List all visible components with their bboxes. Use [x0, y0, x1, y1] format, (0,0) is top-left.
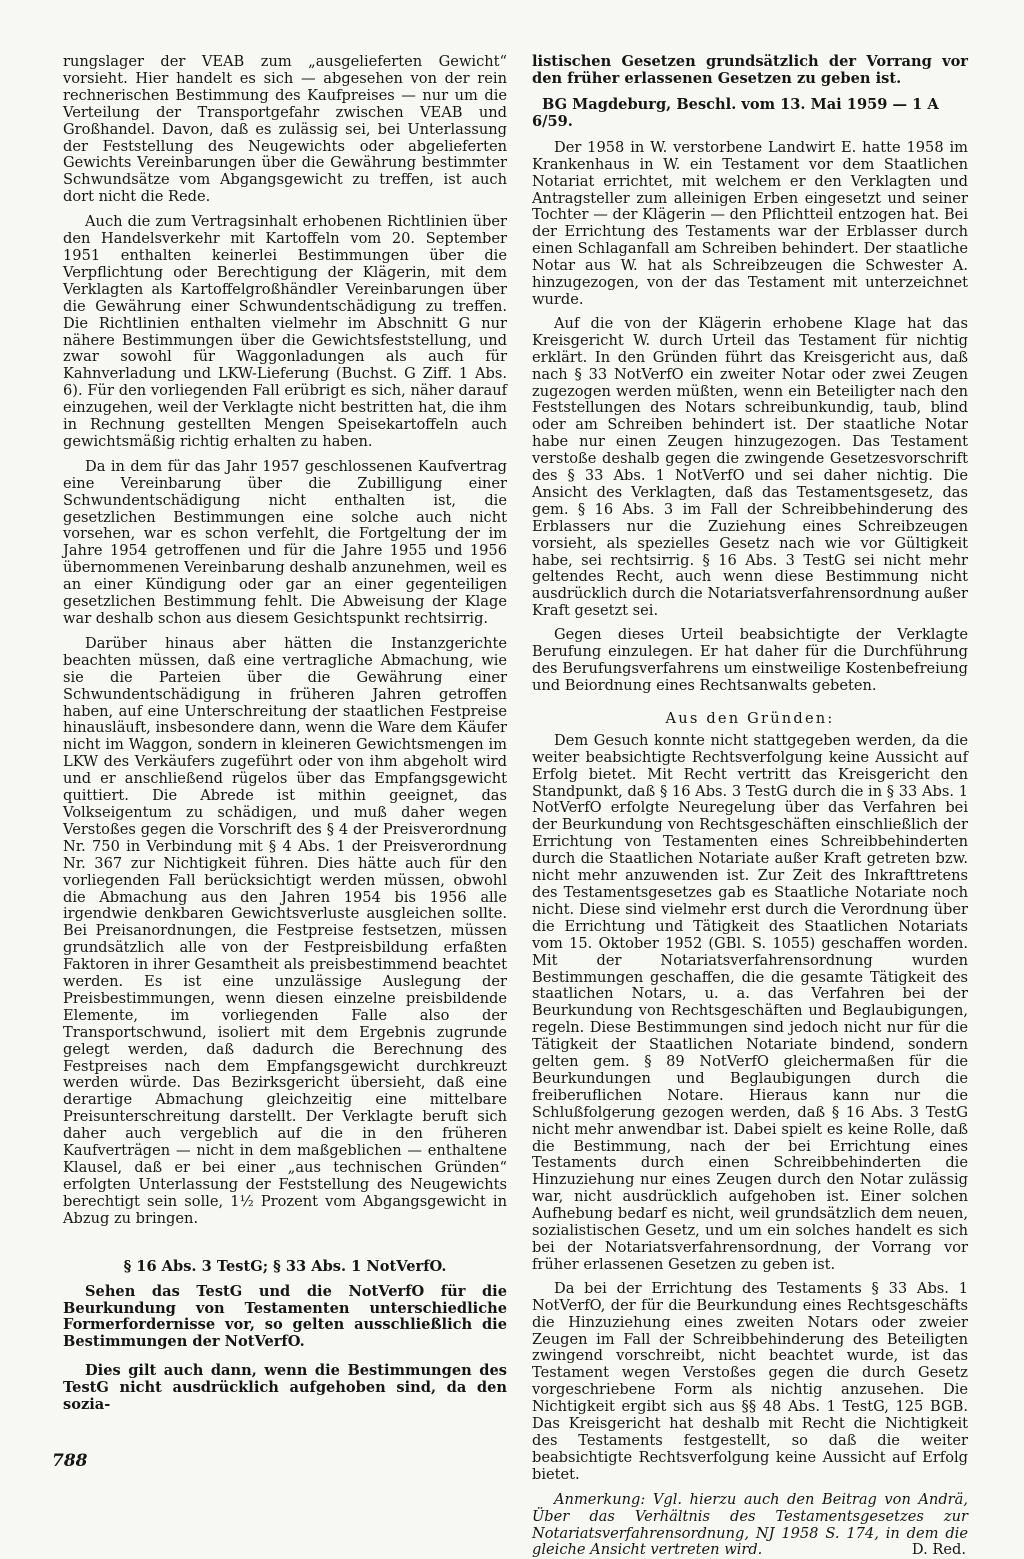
reasons-paragraph: Da bei der Errichtung des Testaments § 33 Abs. 1 NotVerfO, der für die Beurkundung eines Rechtsgeschäfts die Hinzuziehung eines zweiten Notars oder zweier Zeugen im Fall der Schreibbehinderung des Beteiligten zwingend vorschreibt, nicht beachtet wurde, ist das Testament wegen Verstoßes gegen die durch Gesetz vorgeschriebene Form als nichtig anzusehen. Die Nichtigkeit ergibt sich aus §§ 48 Abs. 1 TestG, 125 BGB. Das Kreisgericht hat deshalb mit Recht die Nichtigkeit des Testaments festgestellt, so daß die weiter beabsichtigte Rechtsverfolgung keine Aussicht auf Erfolg bietet. — [532, 1279, 968, 1483]
statute-reference-heading: § 16 Abs. 3 TestG; § 33 Abs. 1 NotVerfO. — [123, 1257, 447, 1275]
headnote-paragraph: Sehen das TestG und die NotVerfO für die Beurkundung von Testamenten unterschiedliche Formerfordernisse vor, so gelten ausschließlich die Bestimmungen der NotVerfO. — [63, 1282, 507, 1351]
editorial-note-text: Anmerkung: Vgl. hierzu auch den Beitrag von Andrä, Über das Verhältnis des Testamentsgesetzes zur Notariatsverfahrensordnung, NJ 1958 S. 174, in dem die gleiche Ansicht vertreten wird. — [532, 1490, 968, 1559]
editorial-note — [532, 1492, 968, 1559]
facts-paragraph: Auf die von der Klägerin erhobene Klage hat das Kreisgericht W. durch Urteil das Testament für nichtig erklärt. In den Gründen führt das Kreisgericht aus, daß nach § 33 NotVerfO ein zweiter Notar oder zwei Zeugen zugezogen werden müßten, wenn ein Beteiligter nach den Feststellungen des Notars schreibunkundig, taub, blind oder am Schreiben behindert ist. Der staatliche Notar habe nur einen Zeugen hinzugezogen. Das Testament verstoße deshalb gegen die zwingende Gesetzesvorschrift des § 33 Abs. 1 NotVerfO und sei daher nichtig. Die Ansicht des Verklagten, daß das Testamentsgesetz, das gem. § 16 Abs. 3 im Fall der Schreibbehinderung des Erblassers nur die Zuziehung eines Schreibzeugen vorsieht, als spezielles Gesetz nach wie vor Gültigkeit habe, sei rechtsirrig. § 16 Abs. 3 TestG sei nicht mehr geltendes Recht, auch wenn diese Bestimmung nicht ausdrücklich durch die Notariatsverfahrensordnung außer Kraft gesetzt sei. — [532, 314, 968, 620]
paragraph: Da in dem für das Jahr 1957 geschlossenen Kaufvertrag eine Vereinbarung über die Zubilligung einer Schwundentschädigung nicht enthalten ist, die gesetzlichen Bestimmungen eine solche auch nicht vorsehen, war es schon verfehlt, die Fortgeltung der im Jahre 1954 getroffenen und für die Jahre 1955 und 1956 übernommenen Vereinbarung deshalb anzunehmen, weil es an einer Kündigung oder gar an einer gegenteiligen gesetzlichen Bestimmung fehlt. Die Abweisung der Klage war deshalb schon aus diesem Gesichtspunkt rechtsirrig. — [63, 457, 507, 627]
paragraph: Darüber hinaus aber hätten die Instanzgerichte beachten müssen, daß eine vertragliche Abmachung, wie sie die Parteien über die Gewährung einer Schwundentschädigung in früheren Jahren getroffen haben, auf eine Unterschreitung der staatlichen Festpreise hinausläuft, insbesondere dann, wenn die Ware dem Käufer nicht im Waggon, sondern in kleineren Gewichtsmengen im LKW des Verkäufers zugeführt oder von ihm abgeholt wird und er anschließend rügelos über das Empfangsgewicht quittiert. Die Abrede ist mithin geeignet, das Volkseigentum zu schädigen, und muß daher wegen Verstoßes gegen die Vorschrift des § 4 der Preisverordnung Nr. 750 in Verbindung mit § 4 Abs. 1 der Preisverordnung Nr. 367 zur Nichtigkeit führen. Dies hätte auch für den vorliegenden Fall berücksichtigt werden müssen, obwohl die Abmachung aus den Jahren 1954 bis 1956 alle irgendwie denkbaren Gewichtsverluste ausgleichen sollte. Bei Preisanordnungen, die Festpreise festsetzen, müssen grundsätzlich alle von der Festpreisbildung erfaßten Faktoren in ihrer Gesamtheit als preisbestimmend beachtet werden. Es ist eine unzulässige Auslegung der Preisbestimmungen, wenn diesen einzelne preisbildende Elemente, im vorliegenden Falle also der Transportschwund, isoliert mit dem Ergebnis zugrunde gelegt werden, daß dadurch die Berechnung des Festpreises nach dem Empfangsgewicht durchkreuzt werden würde. Das Bezirksgericht übersieht, daß eine derartige Abmachung gleichzeitig eine mittelbare Preisunterschreitung darstellt. Der Verklagte beruft sich daher auch vergeblich auf die in den früheren Kaufverträgen — nicht in dem maßgeblichen — enthaltene Klausel, daß er bei einer „aus technischen Gründen“ erfolgten Unterlassung der Feststellung des Neugewichts berechtigt sein solle, 1½ Prozent vom Abgangsgewicht in Abzug zu bringen. — [63, 634, 507, 1227]
reasons-paragraph: Dem Gesuch konnte nicht stattgegeben werden, da die weiter beabsichtigte Rechtsverfolgung keine Aussicht auf Erfolg bietet. Mit Recht vertritt das Kreisgericht den Standpunkt, daß § 16 Abs. 3 TestG durch die in § 33 Abs. 1 NotVerfO erfolgte Neuregelung über das Verfahren bei der Beurkundung von Rechtsgeschäften einschließlich der Errichtung von Testamenten eines Schreibbehinderten durch die Staatlichen Notariate außer Kraft getreten bzw. nicht mehr anzuwenden ist. Zur Zeit des Inkrafttretens des Testamentsgesetzes gab es Staatliche Notariate noch nicht. Diese sind vielmehr erst durch die Verordnung über die Errichtung und Tätigkeit des Staatlichen Notariats vom 15. Oktober 1952 (GBl. S. 1055) geschaffen worden. Mit der Notariatsverfahrensordnung wurden Bestimmungen geschaffen, die die gesamte Tätigkeit des staatlichen Notars, u. a. das Verfahren bei der Beurkundung von Rechtsgeschäften und Beglaubigungen, regeln. Diese Bestimmungen sind jedoch nicht nur für die Tätigkeit der Staatlichen Notariate bindend, sondern gelten gem. § 89 NotVerfO gleichermaßen für die Beurkundungen und Beglaubigungen durch die freiberuflichen Notare. Hieraus kann nur die Schlußfolgerung gezogen werden, daß § 16 Abs. 3 TestG nicht mehr anwendbar ist. Dabei spielt es keine Rolle, daß die Bestimmung, nach der bei Errichtung eines Testaments durch einen Schreibbehinderten die Hinzuziehung nur eines Zeugen durch den Notar zulässig war, nicht ausdrücklich aufgehoben ist. Einer solchen Aufhebung bedarf es nicht, weil grundsätzlich dem neuen, sozialistischen Gesetz, und um ein solches handelt es sich bei der Notariatsverfahrensordnung, der Vorrang vor früher erlassenen Gesetzen zu geben ist. — [532, 731, 968, 1273]
facts-paragraph: Der 1958 in W. verstorbene Landwirt E. hatte 1958 im Krankenhaus in W. ein Testament vor dem Staatlichen Notariat errichtet, mit welchem er den Verklagten und Antragsteller zum alleinigen Erben eingesetzt und seiner Tochter — der Klägerin — den Pflichtteil entzogen hat. Bei der Errichtung des Testaments war der Erblasser durch einen Schlaganfall am Schreiben behindert. Der staatliche Notar aus W. hat als Schreibzeugen die Schwester A. hinzugezogen, von der das Testament mit unterzeichnet wurde. — [532, 138, 968, 308]
right-column — [532, 54, 968, 1559]
headnote-paragraph-continued: listischen Gesetzen grundsätzlich der Vorrang vor den früher erlassenen Gesetzen zu geben ist. — [532, 53, 968, 87]
left-column — [63, 54, 507, 1414]
facts-paragraph: Gegen dieses Urteil beabsichtigte der Verklagte Berufung einzulegen. Er hat daher für die Durchführung des Berufungsverfahrens um einstweilige Kostenbefreiung und Beiordnung eines Rechtsanwalts gebeten. — [532, 626, 968, 694]
editorial-signature: D. Red. — [911, 1541, 966, 1559]
section-heading: Aus den Gründen: — [665, 709, 835, 727]
page-number: 788 — [52, 1451, 88, 1471]
paragraph: rungslager der VEAB zum „ausgelieferten Gewicht“ vorsieht. Hier handelt es sich — abgesehen von der rein rechnerischen Bestimmung des Kaufpreises — nur um die Verteilung der Transportgefahr zwischen VEAB und Großhandel. Davon, daß es zulässig sei, bei Unterlassung der Feststellung des Neugewichts oder abgelieferten Gewichts Vereinbarungen über die Gewährung bestimmter Schwundsätze vom Abgangsgewicht zu treffen, ist auch dort nicht die Rede. — [63, 53, 507, 206]
headnote-paragraph: Dies gilt auch dann, wenn die Bestimmungen des TestG nicht ausdrücklich aufgehoben sind, da den sozia- — [63, 1362, 507, 1414]
court-decision-citation: BG Magdeburg, Beschl. vom 13. Mai 1959 — 1 A 6/59. — [532, 95, 939, 130]
paragraph: Auch die zum Vertragsinhalt erhobenen Richtlinien über den Handelsverkehr mit Kartoffeln vom 20. September 1951 enthalten keinerlei Bestimmungen über die Verpflichtung oder Berechtigung der Klägerin, mit dem Verklagten als Kartoffelgroßhändler Vereinbarungen über die Gewährung einer Schwundentschädigung zu treffen. Die Richtlinien enthalten vielmehr im Abschnitt G nur nähere Bestimmungen über die Gewichtsfeststellung, und zwar sowohl für Waggonladungen als auch für Kahnverladung und LKW-Lieferung (Buchst. G Ziff. 1 Abs. 6). Für den vorliegenden Fall erübrigt es sich, näher darauf einzugehen, weil der Verklagte nicht bestritten hat, die ihm in Rechnung gestellten Mengen Speisekartoffeln auch gewichtsmäßig richtig erhalten zu haben. — [63, 213, 507, 450]
